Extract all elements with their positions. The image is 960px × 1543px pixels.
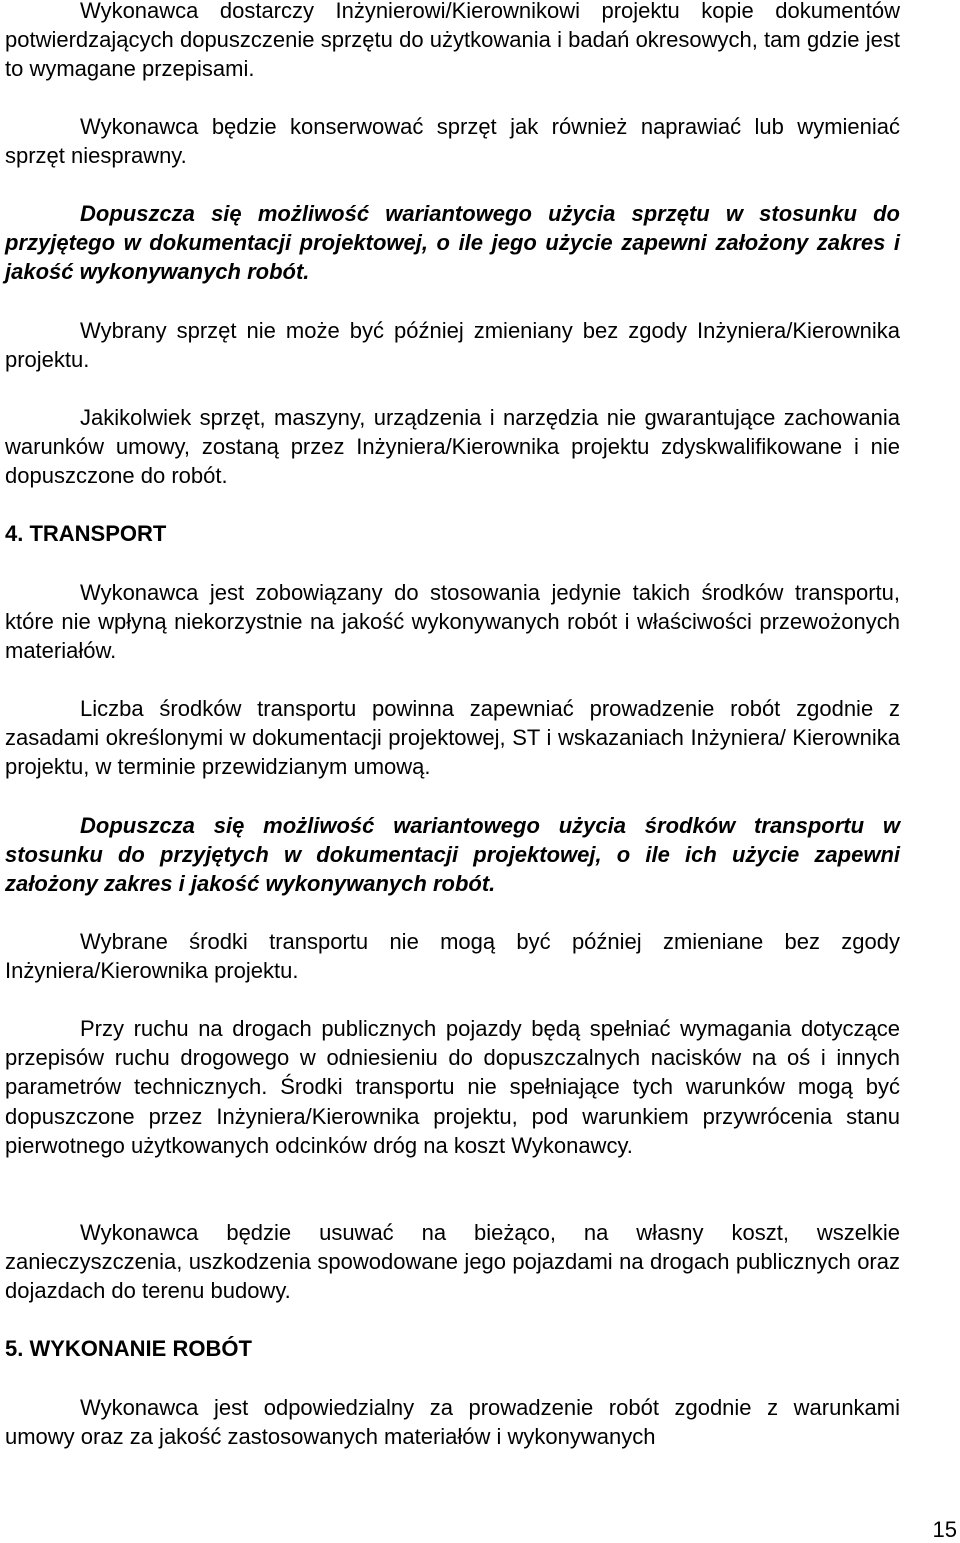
section-heading-works: 5. WYKONANIE ROBÓT (5, 1336, 252, 1361)
paragraph-transport-cleanup: Wykonawca będzie usuwać na bieżąco, na własny koszt, wszelkie zanieczyszczenia, uszkodzenia spowodowane jego pojazdami na drogach publicznych oraz dojazdach do terenu budowy. (5, 1220, 900, 1304)
paragraph-equipment-disqualification: Jakikolwiek sprzęt, maszyny, urządzenia i narzędzia nie gwarantujące zachowania warunków umowy, zostaną przez Inżyniera/Kierownika projektu zdyskwalifikowane i nie dopuszczone do robót. (5, 405, 900, 489)
paragraph-works-responsibility: Wykonawca jest odpowiedzialny za prowadzenie robót zgodnie z warunkami umowy oraz za jakość zastosowanych materiałów i wykonywanych (5, 1395, 900, 1450)
paragraph-transport-count: Liczba środków transportu powinna zapewniać prowadzenie robót zgodnie z zasadami określonymi w dokumentacji projektowej, ST i wskazaniach Inżyniera/ Kierownika projektu, w terminie przewidzianym umową. (5, 696, 900, 780)
paragraph-transport-public-roads: Przy ruchu na drogach publicznych pojazdy będą spełniać wymagania dotyczące przepisów ruchu drogowego w odniesieniu do dopuszczalnych nacisków na oś i innych parametrów technicznych. Środki transportu nie spełniające tych warunków mogą być dopuszczone przez Inżyniera/Kierownika projektu, pod warunkiem przywrócenia stanu pierwotnego użytkowanych odcinków dróg na koszt Wykonawcy. (5, 1016, 900, 1158)
paragraph-transport-variant: Dopuszcza się możliwość wariantowego użycia środków transportu w stosunku do przyjętych w dokumentacji projektowej, o ile ich użycie zapewni założony zakres i jakość wykonywanych robót. (5, 813, 900, 897)
paragraph-transport-change: Wybrane środki transportu nie mogą być później zmieniane bez zgody Inżyniera/Kierownika projektu. (5, 929, 900, 984)
paragraph-equipment-maintenance: Wykonawca będzie konserwować sprzęt jak również naprawiać lub wymieniać sprzęt niesprawny. (5, 114, 900, 169)
paragraph-transport-means: Wykonawca jest zobowiązany do stosowania jedynie takich środków transportu, które nie wpłyną niekorzystnie na jakość wykonywanych robót i właściwości przewożonych materiałów. (5, 580, 900, 664)
paragraph-equipment-change: Wybrany sprzęt nie może być później zmieniany bez zgody Inżyniera/Kierownika projektu. (5, 318, 900, 373)
paragraph-equipment-variant: Dopuszcza się możliwość wariantowego użycia sprzętu w stosunku do przyjętego w dokumentacji projektowej, o ile jego użycie zapewni założony zakres i jakość wykonywanych robót. (5, 201, 900, 285)
paragraph-equipment-documents: Wykonawca dostarczy Inżynierowi/Kierownikowi projektu kopie dokumentów potwierdzających dopuszczenie sprzętu do użytkowania i badań okresowych, tam gdzie jest to wymagane przepisami. (5, 0, 900, 82)
page-number: 15 (932, 1517, 957, 1542)
section-heading-transport: 4. TRANSPORT (5, 521, 167, 546)
